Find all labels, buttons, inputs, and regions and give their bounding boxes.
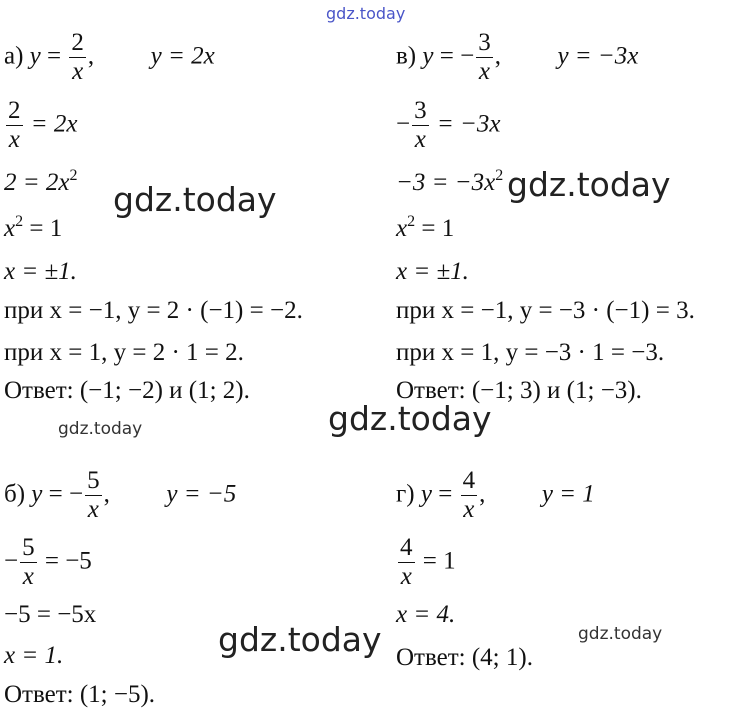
step-v-6: при x = 1, y = −3 · 1 = −3.	[396, 339, 665, 366]
equation: y = 2x	[150, 42, 215, 70]
answer-a: Ответ: (−1; −2) и (1; 2).	[4, 377, 250, 404]
watermark-upper-left: gdz.today	[113, 180, 277, 219]
problem-g-header: г) y = $\frac{4}{x}$ , y = 1	[396, 467, 595, 524]
step-v-2: $-3 = -3x^2$	[396, 167, 504, 196]
watermark-lower-right: gdz.today	[578, 624, 663, 644]
step-v-3: $x^2 = 1$	[396, 213, 455, 242]
fraction: $\frac{3}{x}$	[414, 97, 427, 154]
fraction: $\frac{5}{x}$	[22, 534, 35, 591]
fraction: $\frac{4}{x}$	[400, 534, 413, 591]
answer-g: Ответ: (4; 1).	[396, 644, 533, 671]
step-a-5: при x = −1, y = 2 · (−1) = −2.	[4, 297, 303, 324]
fraction: $\frac{5}{x}$	[87, 467, 100, 524]
problem-a-header: а) y = $\frac{2}{x}$ , y = 2x	[4, 29, 215, 86]
step-v-4: x = ±1.	[396, 258, 469, 285]
fraction: $\frac{2}{x}$	[71, 29, 84, 86]
step-a-3: $x^2 = 1$	[4, 213, 63, 242]
step-v-1: − $\frac{3}{x}$ = −3x	[396, 97, 501, 154]
equation: y = 1	[541, 480, 595, 508]
step-g-2: x = 4.	[396, 601, 456, 628]
answer-b: Ответ: (1; −5).	[4, 681, 156, 708]
problem-v-header: в) y = − $\frac{3}{x}$ , y = −3x	[396, 29, 639, 86]
answer-v: Ответ: (−1; 3) и (1; −3).	[396, 377, 642, 404]
step-b-2: −5 = −5x	[4, 601, 97, 628]
fraction: $\frac{3}{x}$	[478, 29, 491, 86]
step-a-6: при x = 1, y = 2 · 1 = 2.	[4, 339, 244, 366]
step-v-5: при x = −1, y = −3 · (−1) = 3.	[396, 297, 695, 324]
watermark-center: gdz.today	[328, 399, 492, 438]
watermark-upper-right: gdz.today	[507, 165, 671, 204]
problem-b-header: б) y = − $\frac{5}{x}$ , y = −5	[4, 467, 237, 524]
equation: y = −5	[166, 480, 237, 508]
step-a-4: x = ±1.	[4, 258, 77, 285]
fraction: $\frac{4}{x}$	[462, 467, 476, 524]
watermark-lower-center: gdz.today	[218, 620, 382, 659]
step-a-2: $2 = 2x^2$	[4, 167, 78, 196]
equation: y = −3x	[557, 42, 639, 70]
step-a-1: $\frac{2}{x}$ = 2x	[8, 97, 78, 154]
step-b-3: x = 1.	[4, 642, 64, 669]
step-b-1: − $\frac{5}{x}$ = −5	[4, 534, 92, 591]
step-g-1: $\frac{4}{x}$ = 1	[400, 534, 456, 591]
fraction: $\frac{2}{x}$	[8, 97, 21, 154]
watermark-left-small: gdz.today	[58, 419, 143, 439]
watermark-top: gdz.today	[326, 4, 406, 23]
